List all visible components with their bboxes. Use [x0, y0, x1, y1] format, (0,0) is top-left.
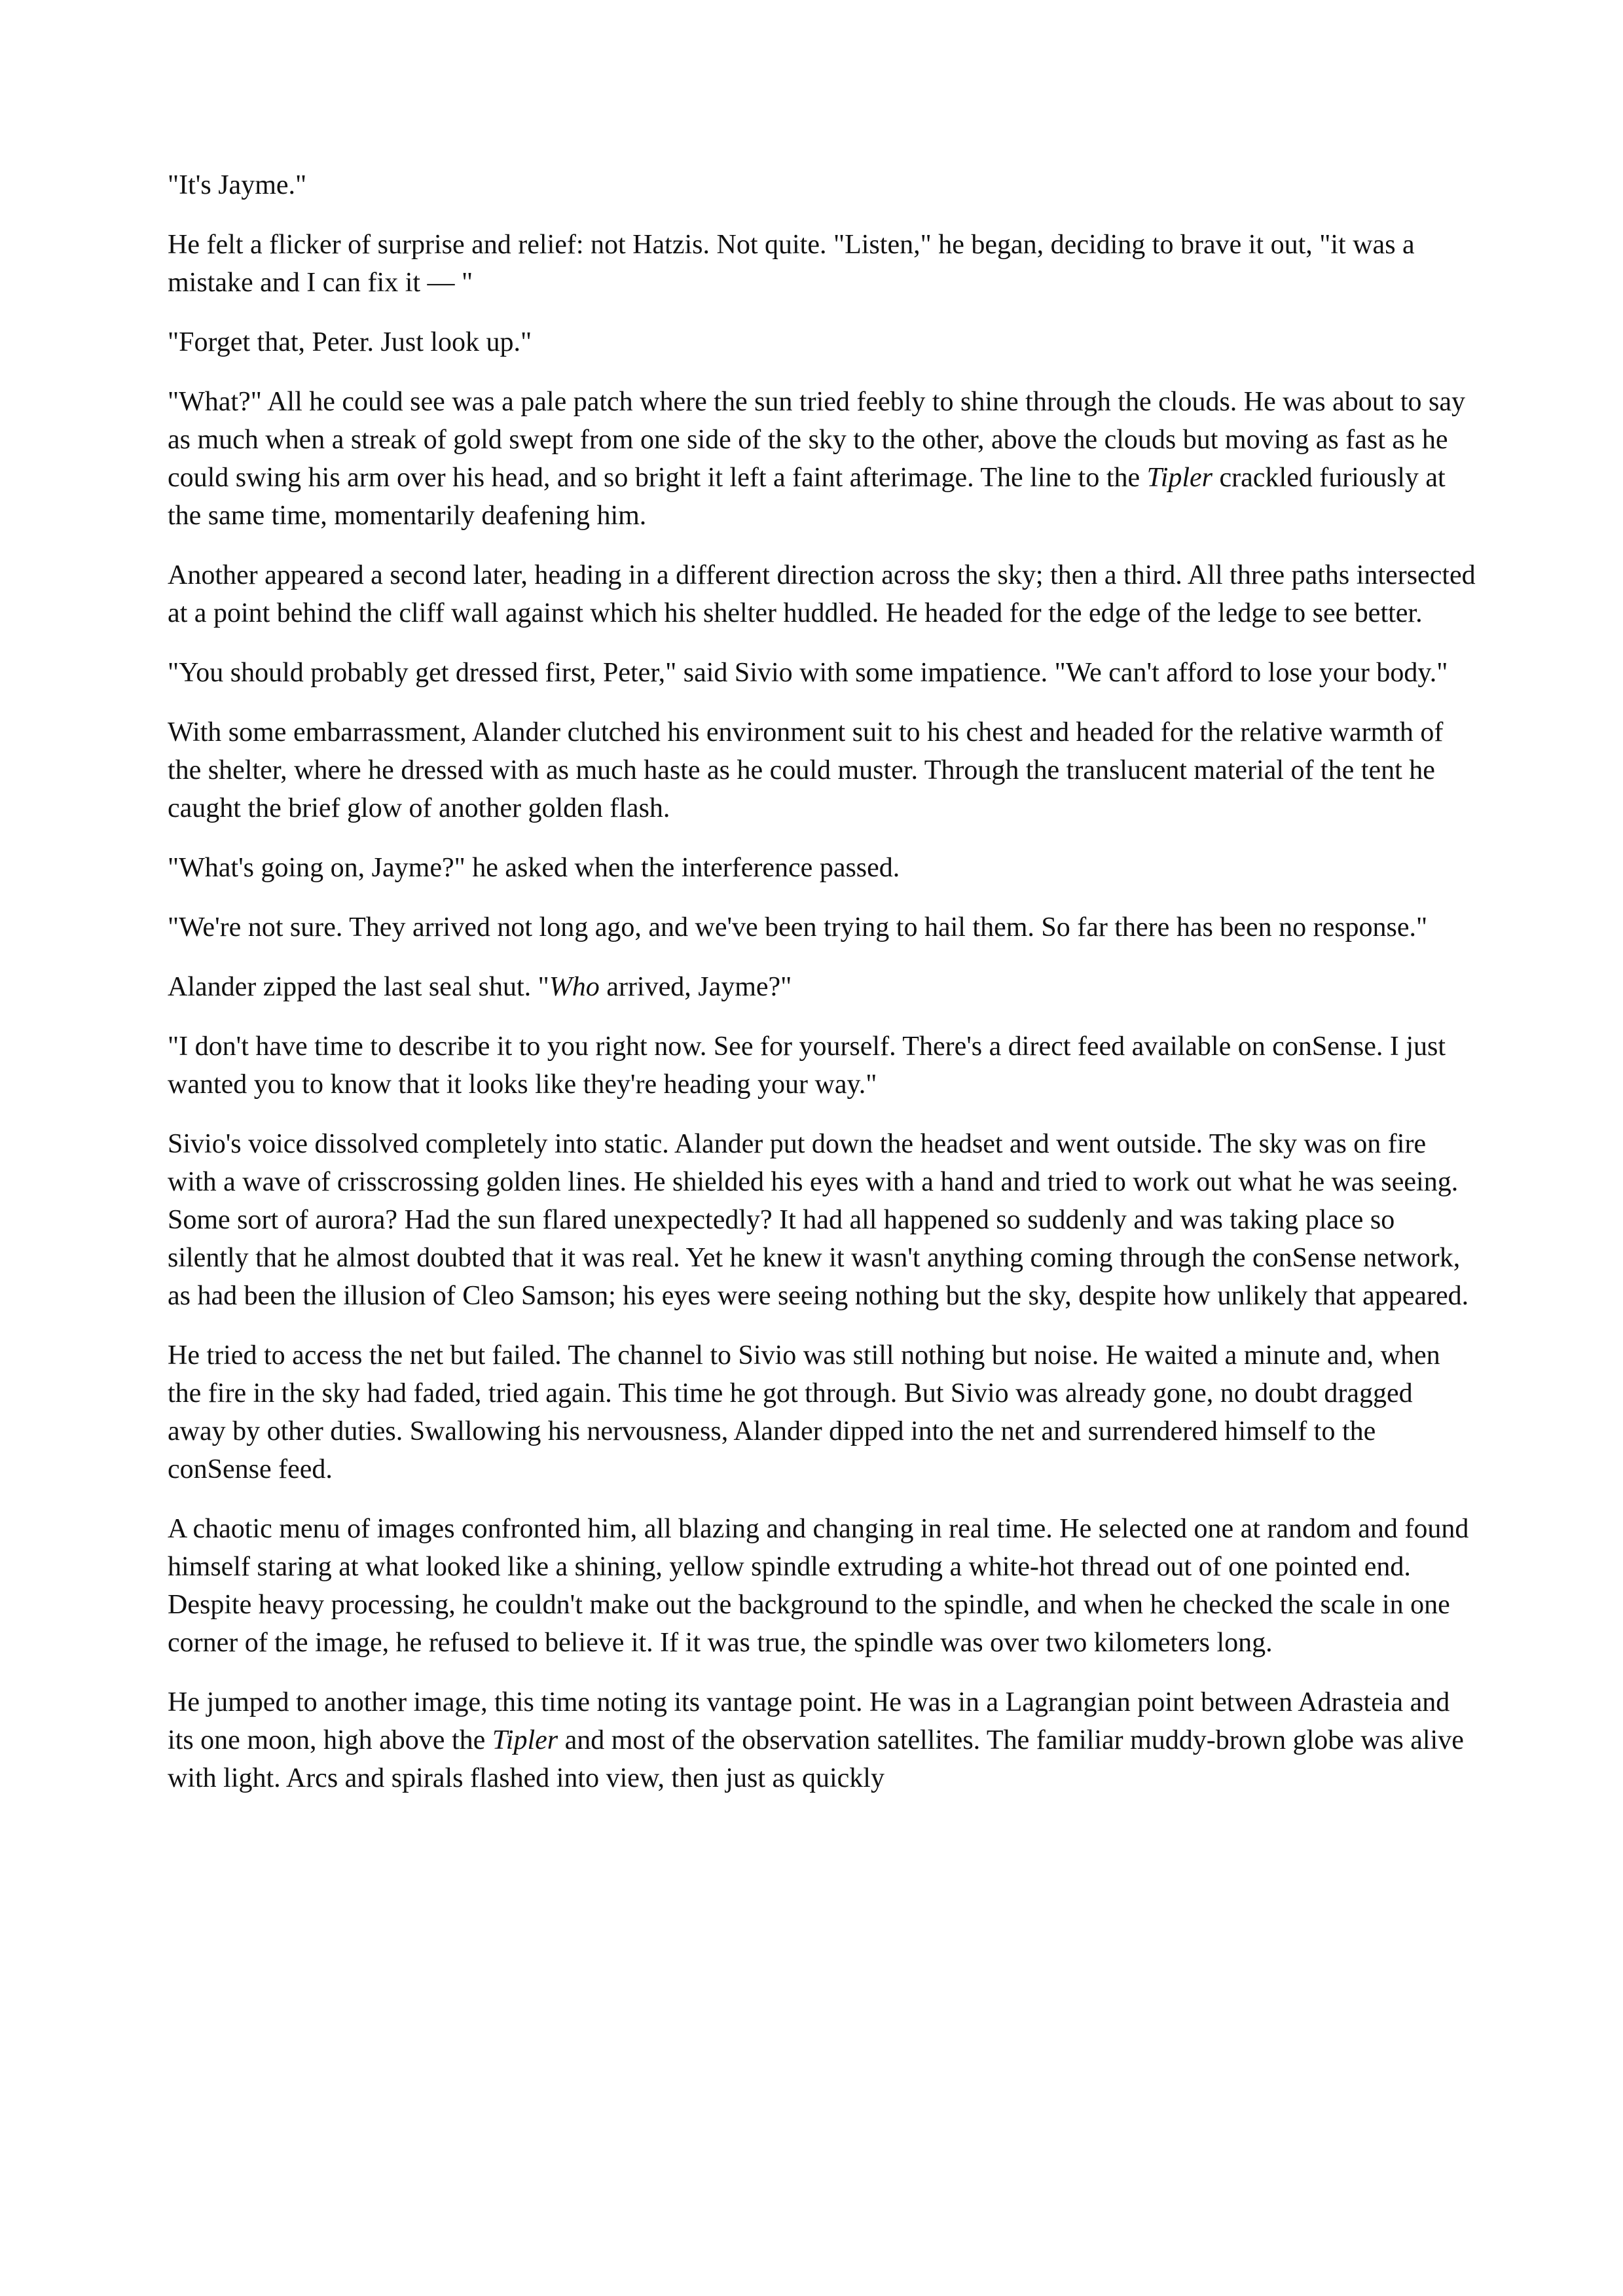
paragraph-text: and most of the observation satellites. The familiar muddy-brown globe was alive with light. Arcs and spirals flashed into view, then just as quickly	[168, 1725, 1464, 1793]
body-text	[168, 166, 1477, 1819]
paragraph	[168, 968, 1477, 1006]
paragraph	[168, 1510, 1477, 1662]
italic-text: Tipler	[1146, 463, 1213, 493]
paragraph	[168, 166, 1477, 204]
paragraph-text: With some embarrassment, Alander clutched his environment suit to his chest and headed for the relative warmth of the shelter, where he dressed with as much haste as he could muster. Through the translucent material of the tent he caught the brief glow of another golden flash.	[168, 717, 1444, 823]
paragraph	[168, 908, 1477, 946]
paragraph-text: "You should probably get dressed first, Peter," said Sivio with some impatience. "We can't afford to lose your body."	[168, 658, 1448, 688]
italic-text: Tipler	[492, 1725, 558, 1755]
paragraph-text: "It's Jayme."	[168, 170, 307, 200]
paragraph	[168, 1336, 1477, 1488]
paragraph-text: arrived, Jayme?"	[599, 972, 792, 1002]
paragraph	[168, 713, 1477, 827]
paragraph-text: Alander zipped the last seal shut. "	[168, 972, 549, 1002]
paragraph-text: Sivio's voice dissolved completely into static. Alander put down the headset and went outside. The sky was on fire with a wave of crisscrossing golden lines. He shielded his eyes with a hand and tried to work out what he was seeing. Some sort of aurora? Had the sun flared unexpectedly? It had all happened so suddenly and was taking place so silently that he almost doubted that it was real. Yet he knew it wasn't anything coming through the conSense network, as had been the illusion of Cleo Samson; his eyes were seeing nothing but the sky, despite how unlikely that appeared.	[168, 1129, 1469, 1311]
paragraph	[168, 1028, 1477, 1103]
paragraph	[168, 654, 1477, 692]
paragraph-text: He felt a flicker of surprise and relief: not Hatzis. Not quite. "Listen," he began, deciding to brave it out, "it was a mistake and I can fix it — "	[168, 230, 1415, 298]
paragraph-text: "What's going on, Jayme?" he asked when the interference passed.	[168, 853, 900, 883]
paragraph	[168, 1683, 1477, 1797]
paragraph	[168, 556, 1477, 632]
paragraph-text: He tried to access the net but failed. The channel to Sivio was still nothing but noise. He waited a minute and, when the fire in the sky had faded, tried again. This time he got through. But Sivio was already gone, no doubt dragged away by other duties. Swallowing his nervousness, Alander dipped into the net and surrendered himself to the conSense feed.	[168, 1340, 1440, 1484]
paragraph	[168, 383, 1477, 535]
paragraph	[168, 1125, 1477, 1315]
paragraph-text: He jumped to another image, this time noting its vantage point. He was in a Lagrangian point between Adrasteia and its one moon, high above the	[168, 1687, 1450, 1755]
paragraph	[168, 323, 1477, 361]
paragraph-text: "We're not sure. They arrived not long ago, and we've been trying to hail them. So far there has been no response."	[168, 912, 1428, 942]
paragraph	[168, 226, 1477, 302]
paragraph-text: crackled furiously at the same time, momentarily deafening him.	[168, 463, 1446, 531]
paragraph-text: A chaotic menu of images confronted him, all blazing and changing in real time. He selected one at random and found himself staring at what looked like a shining, yellow spindle extruding a white-hot thread out of one pointed end. Despite heavy processing, he couldn't make out the background to the spindle, and when he checked the scale in one corner of the image, he refused to believe it. If it was true, the spindle was over two kilometers long.	[168, 1514, 1469, 1658]
italic-text: Who	[549, 972, 600, 1002]
paragraph	[168, 849, 1477, 887]
paragraph-text: "I don't have time to describe it to you right now. See for yourself. There's a direct feed available on conSense. I just wanted you to know that it looks like they're heading your way."	[168, 1031, 1446, 1100]
paragraph-text: Another appeared a second later, heading in a different direction across the sky; then a third. All three paths intersected at a point behind the cliff wall against which his shelter huddled. He headed for the edge of the ledge to see better.	[168, 560, 1476, 628]
paragraph-text: "What?" All he could see was a pale patch where the sun tried feebly to shine through the clouds. He was about to say as much when a streak of gold swept from one side of the sky to the other, above the clouds but moving as fast as he could swing his arm over his head, and so bright it left a faint afterimage. The line to the	[168, 387, 1466, 493]
paragraph-text: "Forget that, Peter. Just look up."	[168, 327, 532, 357]
